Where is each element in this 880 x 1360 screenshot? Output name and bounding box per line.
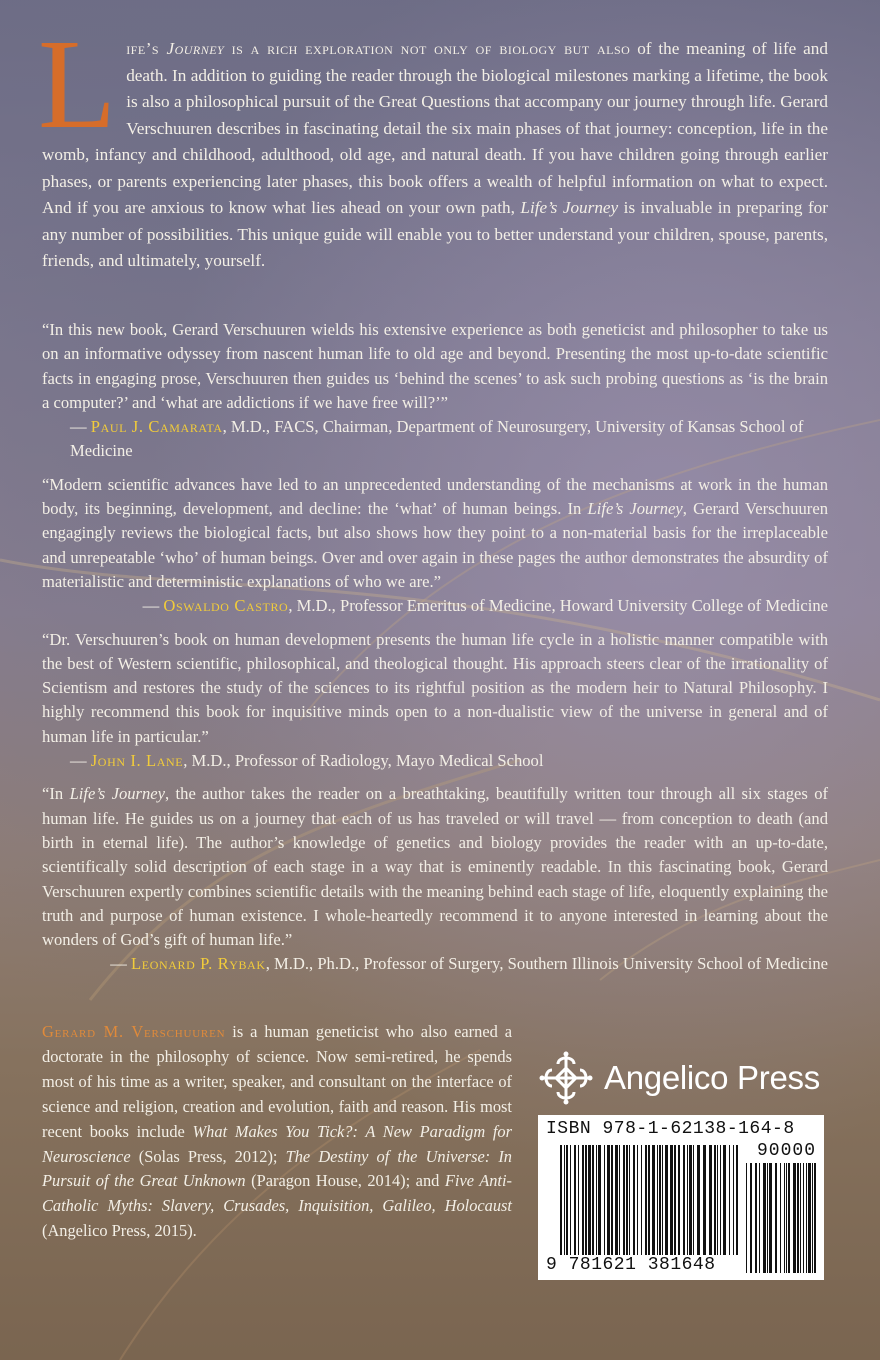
- lead-in: ife’s Journey is a rich exploration not only of biology but also: [126, 39, 631, 58]
- endorser-name: John I. Lane: [90, 751, 184, 771]
- endorser-name: Paul J. Camarata: [90, 417, 223, 437]
- book-title: Journey: [166, 39, 225, 58]
- isbn-barcode: [538, 1115, 824, 1280]
- endorser-name: Oswaldo Castro: [163, 596, 289, 616]
- ean-number: 9 781621 381648: [546, 1255, 716, 1275]
- endorsement-text: “In Life’s Journey, the author takes the reader on a breathtaking, beautifully written tour through all six stages of human life. He guides us on a journey that each of us has traveled or will travel — from conception to death (and birth in eternal life). The author’s knowledge of genetics and biology provides the reader with an up-to-date, scientifically solid description of each stage in a way that is eminently readable. In this fascinating book, Gerard Verschuuren expertly combines scientific details with the meaning behind each stage of life, eloquently explaining the truth and purpose of human existence. I whole-heartedly recommend it to anyone interested in learning about the wonders of God’s gift of human life.”: [42, 784, 829, 950]
- endorsement-attribution: — John I. Lane, M.D., Professor of Radiology, Mayo Medical School: [70, 751, 544, 771]
- book-title: Five Anti-Catholic Myths: Slavery, Crusades, Inquisition, Galileo, Holocaust: [42, 1171, 512, 1216]
- endorser-name: Leonard P. Rybak: [131, 954, 266, 974]
- endorsement-text: “In this new book, Gerard Verschuuren wields his extensive experience as both geneticist and philosopher to take us on an informative odyssey from nascent human life to old age and beyond. Presenting the most up-to-date scientific facts in engaging prose, Verschuuren then guides us ‘behind the scenes’ to ask such probing questions as ‘is the brain a computer?’ and ‘what are addictions if we have free will?’”: [42, 320, 828, 412]
- isbn-number: ISBN 978-1-62138-164-8: [546, 1119, 795, 1139]
- cross-knot-icon: [538, 1050, 594, 1106]
- endorsement-attribution: — Paul J. Camarata, M.D., FACS, Chairman, Department of Neurosurgery, University of Kansas School of Medicine: [70, 417, 804, 461]
- author-bio: Gerard M. Verschuuren is a human geneticist who also earned a doctorate in the philosophy of science. Now semi-retired, he spends most of his time as a writer, speaker, and consultant on the interface of science and religion, creation and evolution, faith and reason. His most recent books include What Makes You Tick?: A New Paradigm for Neuroscience (Solas Press, 2012); The Destiny of the Universe: In Pursuit of the Great Unknown (Paragon House, 2014); and Five Anti-Catholic Myths: Slavery, Crusades, Inquisition, Galileo, Holocaust (Angelico Press, 2015).: [42, 1022, 512, 1241]
- publisher-logo: [538, 1048, 828, 1108]
- endorsement-text: “Modern scientific advances have led to an unprecedented understanding of the mechanisms at work in the human body, its beginning, development, and decline: the ‘what’ of human beings. In Life’s Journey, Gerard Verschuuren engagingly reviews the biological facts, but also shows how they point to a non-material basis for the irreplaceable and unrepeatable ‘who’ of human beings. Over and over again in these pages the author demonstrates the absurdity of materialistic and deterministic explanations of who we are.”: [42, 474, 828, 591]
- endorsement-text: “Dr. Verschuuren’s book on human development presents the human life cycle in a holistic manner compatible with the best of Western scientific, philosophical, and theological thought. His approach steers clear of the irrationality of Scientism and restores the study of the sciences to its rightful position as the modern heir to Natural Philosophy. I highly recommend this book for inquisitive minds open to a non-dualistic view of the universe in general and of human life in particular.”: [42, 629, 828, 746]
- book-title: What Makes You Tick?: A New Paradigm for Neuroscience: [42, 1121, 512, 1166]
- endorsement: [42, 473, 828, 619]
- book-description: Life’s Journey is a rich exploration not only of biology but also of the meaning of life and death. In addition to guiding the reader through the biological milestones marking a lifetime, the book is also a philosophical pursuit of the Great Questions that accompany our journey through life. Gerard Verschuuren describes in fascinating detail the six main phases of that journey: conception, life in the womb, infancy and childhood, adulthood, old age, and natural death. If you have children going through earlier phases, or parents experiencing later phases, this book offers a wealth of helpful information on what to expect. And if you are anxious to know what lies ahead on your own path, Life’s Journey is invaluable in preparing for any number of possibilities. This unique guide will enable you to better understand your children, spouse, parents, friends, and ultimately, yourself.: [38, 13, 828, 270]
- book-title: Life’s Journey: [520, 198, 619, 217]
- endorsement: [42, 782, 828, 976]
- endorsement: [42, 628, 828, 774]
- price-code: 90000: [756, 1141, 816, 1161]
- endorsement-attribution: — Oswaldo Castro, M.D., Professor Emeritus of Medicine, Howard University College of Medicine: [142, 596, 828, 616]
- book-title: The Destiny of the Universe: In Pursuit of the Great Unknown: [42, 1146, 512, 1191]
- drop-cap: L: [38, 13, 117, 155]
- endorsements: [42, 318, 828, 986]
- endorsement: [42, 318, 828, 464]
- publisher-name: Angelico Press: [604, 1059, 820, 1096]
- author-name: Gerard M. Verschuuren: [42, 1022, 226, 1041]
- endorsement-attribution: — Leonard P. Rybak, M.D., Ph.D., Professor of Surgery, Southern Illinois University School of Medicine: [110, 954, 828, 974]
